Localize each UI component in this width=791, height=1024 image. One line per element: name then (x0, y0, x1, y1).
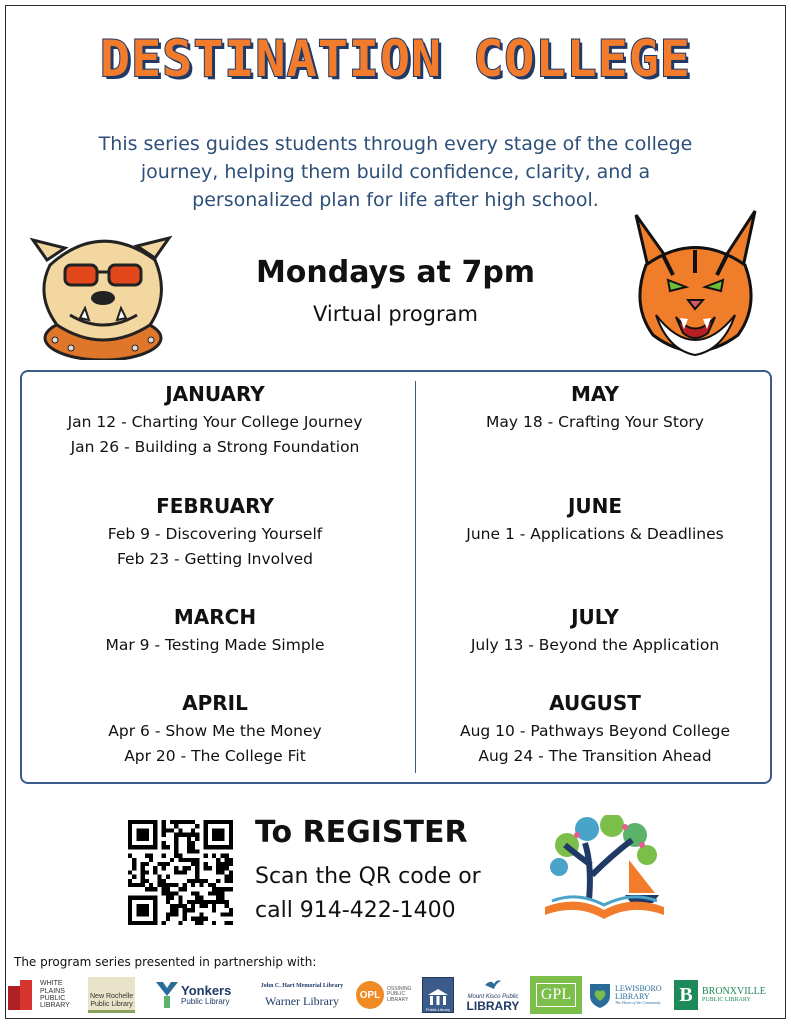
logo-text: New Rochelle (90, 993, 134, 1001)
b-mark-icon: B (674, 980, 698, 1010)
qr-code-icon[interactable] (128, 820, 233, 925)
page-title: DESTINATION COLLEGE (100, 30, 691, 88)
event-item: July 13 - Beyond the Application (470, 636, 720, 654)
logo-text: BRONXVILLE (702, 985, 766, 997)
pelham-library-logo[interactable] (422, 975, 456, 1015)
logo-text: John C. Hart Memorial Library (260, 982, 344, 989)
logo-text: LIBRARY (466, 999, 520, 1014)
event-item: Jan 26 - Building a Strong Foundation (70, 438, 360, 456)
tree-book-logo-icon (537, 815, 672, 927)
month-block (25, 687, 405, 769)
register-instruction: Scan the QR code or (255, 864, 481, 889)
gpl-library-logo[interactable] (530, 975, 584, 1015)
event-item: Aug 24 - The Transition Ahead (478, 747, 712, 765)
logo-text: PUBLIC LIBRARY (702, 997, 751, 1004)
logo-text: Yonkers (181, 982, 232, 998)
month-block (25, 601, 405, 658)
partners-label: The program series presented in partnership with: (14, 955, 317, 969)
logo-text: Public Library (425, 1007, 451, 1012)
partner-logos-row (6, 975, 785, 1015)
logo-text: OSSINING (387, 986, 412, 993)
event-item: Apr 20 - The College Fit (124, 747, 306, 765)
logo-text: Mount Kisco Public (467, 993, 519, 1000)
event-item: Jan 12 - Charting Your College Journey (67, 413, 363, 431)
month-heading: MAY (571, 382, 619, 406)
event-item: Apr 6 - Show Me the Money (108, 722, 322, 740)
building-icon (6, 978, 36, 1012)
bulldog-mascot-icon (25, 220, 175, 360)
white-plains-library-logo[interactable] (6, 975, 84, 1015)
event-item: Mar 9 - Testing Made Simple (105, 636, 325, 654)
library-building-icon (426, 989, 450, 1007)
logo-text: PLAINS (40, 987, 65, 995)
yonkers-library-logo[interactable] (156, 975, 248, 1015)
register-phone[interactable]: call 914-422-1400 (255, 898, 456, 923)
month-block (420, 687, 770, 769)
logo-text: LIBRARY (40, 1002, 70, 1010)
logo-text: PUBLIC (40, 995, 66, 1002)
month-heading: MARCH (173, 605, 257, 629)
event-item: Feb 23 - Getting Involved (116, 550, 314, 568)
month-block (420, 601, 770, 658)
logo-text: PUBLIC (387, 991, 406, 998)
logo-text: GPL (536, 983, 576, 1007)
event-item: June 1 - Applications & Deadlines (466, 525, 724, 543)
month-heading: AUGUST (549, 691, 641, 715)
schedule-day-time: Mondays at 7pm (255, 255, 536, 290)
month-block (420, 490, 770, 547)
intro-line: personalized plan for life after high school. (192, 189, 599, 211)
logo-text: LIBRARY (615, 991, 650, 1001)
schedule-divider (415, 381, 416, 773)
month-block (25, 378, 405, 460)
logo-text: Public Library (90, 1000, 133, 1008)
logo-text: LIBRARY (387, 996, 409, 1003)
month-heading: JANUARY (165, 382, 265, 406)
lewisboro-library-logo[interactable] (588, 975, 672, 1015)
heart-shield-icon (588, 982, 612, 1008)
y-mark-icon (156, 982, 178, 1008)
month-heading: FEBRUARY (156, 494, 274, 518)
month-heading: JUNE (567, 494, 623, 518)
month-heading: JULY (571, 605, 619, 629)
intro-line: journey, helping them build confidence, clarity, and a (140, 161, 651, 183)
intro-paragraph (60, 130, 731, 214)
month-block (25, 490, 405, 572)
logo-text: The Heart of the Community (615, 1000, 661, 1006)
month-heading: APRIL (182, 691, 248, 715)
event-item: Aug 10 - Pathways Beyond College (459, 722, 730, 740)
logo-text: LEWISBORO (615, 983, 662, 993)
event-item: Feb 9 - Discovering Yourself (107, 525, 323, 543)
logo-text: WHITE (40, 980, 63, 988)
logo-text: Public Library (181, 996, 230, 1006)
bird-icon (485, 979, 501, 989)
intro-line: This series guides students through every stage of the college (98, 133, 693, 155)
mount-kisco-library-logo[interactable] (460, 975, 526, 1015)
event-item: May 18 - Crafting Your Story (486, 413, 704, 431)
logo-text: Warner Library (265, 993, 339, 1008)
ossining-library-logo[interactable] (356, 975, 418, 1015)
month-block (420, 378, 770, 435)
register-heading: To REGISTER (255, 815, 468, 850)
new-rochelle-library-logo[interactable] (88, 975, 152, 1015)
opl-circle-icon: OPL (356, 981, 384, 1009)
program-format: Virtual program (313, 302, 478, 326)
bronxville-library-logo[interactable] (674, 975, 784, 1015)
warner-library-logo[interactable] (250, 975, 354, 1015)
